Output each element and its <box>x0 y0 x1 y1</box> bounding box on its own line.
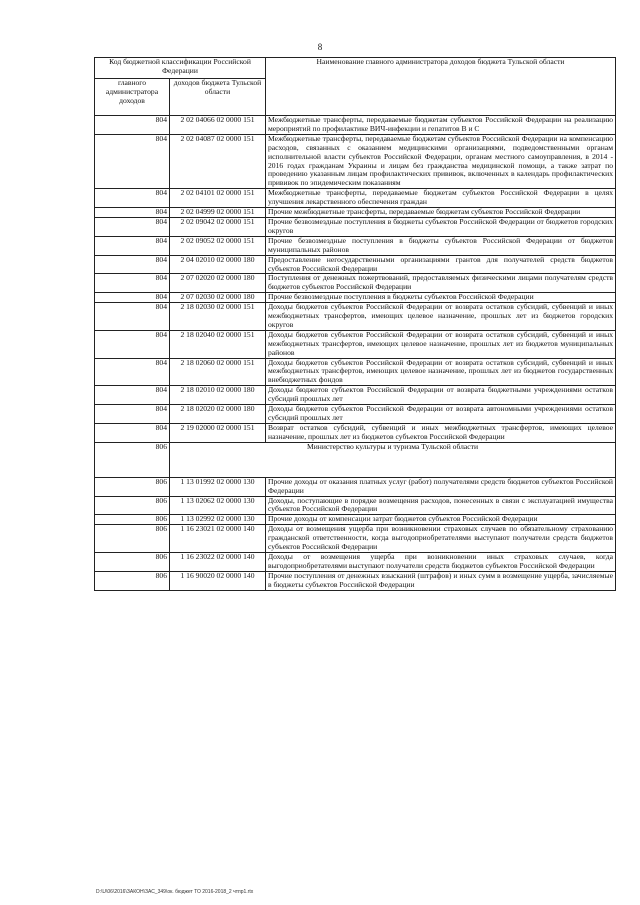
income-name: Поступления от денежных пожертвований, предоставляемых физическими лицами получателям средств бюджетов субъектов Российской Федерации <box>266 274 616 293</box>
income-name: Доходы бюджетов субъектов Российской Федерации от возврата автономными учреждениями остатков субсидий прошлых лет <box>266 405 616 424</box>
table-row <box>95 386 616 405</box>
income-code: 2 18 02060 02 0000 151 <box>170 358 266 386</box>
admin-code: 804 <box>95 116 170 135</box>
table-row <box>95 293 616 303</box>
income-name: Прочие межбюджетные трансферты, передаваемые бюджетам субъектов Российской Федерации <box>266 208 616 218</box>
table-row <box>95 358 616 386</box>
table-row <box>95 217 616 236</box>
admin-code: 804 <box>95 405 170 424</box>
income-code: 2 18 02030 02 0000 151 <box>170 303 266 331</box>
income-code: 1 13 02062 02 0000 130 <box>170 496 266 515</box>
table-row <box>95 477 616 496</box>
income-name: Межбюджетные трансферты, передаваемые бюджетам субъектов Российской Федерации на компенсацию расходов, связанных с оказанием медицинскими организациями, подведомственными органам исполнительной власти субъектов Российской Федерации, органам местного самоуправления, в 2014 - 2016 годах гражданам Украины и лицам без гражданства медицинской помощи, а также затрат по проведению указанным лицам профилактических прививок, включенных в календарь профилактических прививок по эпидемическим показаниям <box>266 134 616 188</box>
income-name: Доходы от возмещения ущерба при возникновении иных страховых случаев, когда выгодоприобретателями выступают получатели средств бюджетов субъектов Российской Федерации <box>266 552 616 571</box>
income-name: Прочие безвозмездные поступления в бюджеты субъектов Российской Федерации <box>266 293 616 303</box>
table-row <box>95 571 616 590</box>
admin-code: 806 <box>95 552 170 571</box>
admin-code: 804 <box>95 208 170 218</box>
income-code: 1 13 01992 02 0000 130 <box>170 477 266 496</box>
table-row <box>95 274 616 293</box>
header-income-column: доходов бюджета Тульской области <box>170 79 266 116</box>
admin-code: 806 <box>95 571 170 590</box>
income-name: Доходы бюджетов субъектов Российской Федерации от возврата бюджетными учреждениями остатков субсидий прошлых лет <box>266 386 616 405</box>
income-code: 2 02 04101 02 0000 151 <box>170 189 266 208</box>
income-code: 2 02 09042 02 0000 151 <box>170 217 266 236</box>
income-code: 2 19 02000 02 0000 151 <box>170 423 266 442</box>
admin-code: 804 <box>95 255 170 274</box>
income-name: Прочие безвозмездные поступления в бюджеты субъектов Российской Федерации от бюджетов городских округов <box>266 217 616 236</box>
income-name: Предоставление негосударственными организациями грантов для получателей средств бюджетов субъектов Российской Федерации <box>266 255 616 274</box>
header-admin-column: главного администратора доходов <box>95 79 170 116</box>
admin-code: 806 <box>95 477 170 496</box>
admin-code: 804 <box>95 189 170 208</box>
table-row <box>95 330 616 358</box>
income-code: 1 13 02992 02 0000 130 <box>170 515 266 525</box>
footer-file-path: D:\U\06\2016\ЗАКОН\ЗАС_349\ок. бюджет ТО 2016-2018_2 чтпр1.rtx <box>96 889 254 895</box>
income-code: 2 18 02010 02 0000 180 <box>170 386 266 405</box>
admin-code: 806 <box>95 525 170 553</box>
table-row <box>95 423 616 442</box>
table-row <box>95 515 616 525</box>
table-row <box>95 525 616 553</box>
income-code: 2 18 02020 02 0000 180 <box>170 405 266 424</box>
income-name: Прочие безвозмездные поступления в бюджеты субъектов Российской Федерации от бюджетов муниципальных районов <box>266 236 616 255</box>
income-code: 2 07 02030 02 0000 180 <box>170 293 266 303</box>
admin-code: 804 <box>95 274 170 293</box>
section-title: Министерство культуры и туризма Тульской области <box>170 442 616 477</box>
income-name: Межбюджетные трансферты, передаваемые бюджетам субъектов Российской Федерации в целях улучшения лекарственного обеспечения граждан <box>266 189 616 208</box>
page-number: 8 <box>317 42 323 52</box>
income-name: Прочие поступления от денежных взысканий (штрафов) и иных сумм в возмещение ущерба, зачисляемые в бюджеты субъектов Российской Федерации <box>266 571 616 590</box>
table-row <box>95 116 616 135</box>
table-row <box>95 236 616 255</box>
income-name: Прочие доходы от оказания платных услуг (работ) получателями средств бюджетов субъектов Российской Федерации <box>266 477 616 496</box>
income-code: 1 16 90020 02 0000 140 <box>170 571 266 590</box>
income-name: Доходы бюджетов субъектов Российской Федерации от возврата остатков субсидий, субвенций и иных межбюджетных трансфертов, имеющих целевое назначение, прошлых лет из бюджетов городских округов <box>266 303 616 331</box>
admin-code: 804 <box>95 134 170 188</box>
income-code: 2 02 04087 02 0000 151 <box>170 134 266 188</box>
admin-code: 806 <box>95 496 170 515</box>
table-row <box>95 496 616 515</box>
admin-code: 804 <box>95 236 170 255</box>
income-code: 2 02 04999 02 0000 151 <box>170 208 266 218</box>
admin-code: 804 <box>95 217 170 236</box>
income-name: Возврат остатков субсидий, субвенций и иных межбюджетных трансфертов, имеющих целевое назначение, прошлых лет из бюджетов субъектов Российской Федерации <box>266 423 616 442</box>
admin-code: 804 <box>95 358 170 386</box>
table-row <box>95 189 616 208</box>
admin-code: 806 <box>95 515 170 525</box>
income-name: Доходы бюджетов субъектов Российской Федерации от возврата остатков субсидий, субвенций и иных межбюджетных трансфертов, имеющих целевое назначение, прошлых лет из бюджетов муниципальных районов <box>266 330 616 358</box>
income-code: 2 18 02040 02 0000 151 <box>170 330 266 358</box>
income-code: 1 16 23021 02 0000 140 <box>170 525 266 553</box>
table-row <box>95 303 616 331</box>
admin-code: 804 <box>95 423 170 442</box>
admin-code: 804 <box>95 330 170 358</box>
table-header-row <box>95 58 616 79</box>
header-name-column: Наименование главного администратора доходов бюджета Тульской области <box>266 58 616 116</box>
income-code: 2 02 04066 02 0000 151 <box>170 116 266 135</box>
table-row <box>95 134 616 188</box>
income-code: 2 07 02020 02 0000 180 <box>170 274 266 293</box>
income-name: Межбюджетные трансферты, передаваемые бюджетам субъектов Российской Федерации на реализацию мероприятий по профилактике ВИЧ-инфекции и гепатитов B и C <box>266 116 616 135</box>
admin-code: 804 <box>95 293 170 303</box>
table-row <box>95 255 616 274</box>
income-name: Доходы бюджетов субъектов Российской Федерации от возврата остатков субсидий, субвенций и иных межбюджетных трансфертов, имеющих целевое назначение, прошлых лет из бюджетов государственных внебюджетных фондов <box>266 358 616 386</box>
table-row <box>95 405 616 424</box>
income-name: Доходы от возмещения ущерба при возникновении страховых случаев по обязательному страхованию гражданской ответственности, когда выгодоприобретателями выступают получатели средств бюджетов субъектов Российской Федерации <box>266 525 616 553</box>
section-admin-code: 806 <box>95 442 170 477</box>
income-code: 1 16 23022 02 0000 140 <box>170 552 266 571</box>
header-code-group: Код бюджетной классификации Российской Федерации <box>95 58 266 79</box>
income-name: Доходы, поступающие в порядке возмещения расходов, понесенных в связи с эксплуатацией имущества субъектов Российской Федерации <box>266 496 616 515</box>
admin-code: 804 <box>95 303 170 331</box>
admin-code: 804 <box>95 386 170 405</box>
income-code: 2 04 02010 02 0000 180 <box>170 255 266 274</box>
income-name: Прочие доходы от компенсации затрат бюджетов субъектов Российской Федерации <box>266 515 616 525</box>
budget-classification-table <box>94 57 616 591</box>
table-row <box>95 208 616 218</box>
income-code: 2 02 09052 02 0000 151 <box>170 236 266 255</box>
table-row <box>95 552 616 571</box>
section-row <box>95 442 616 477</box>
